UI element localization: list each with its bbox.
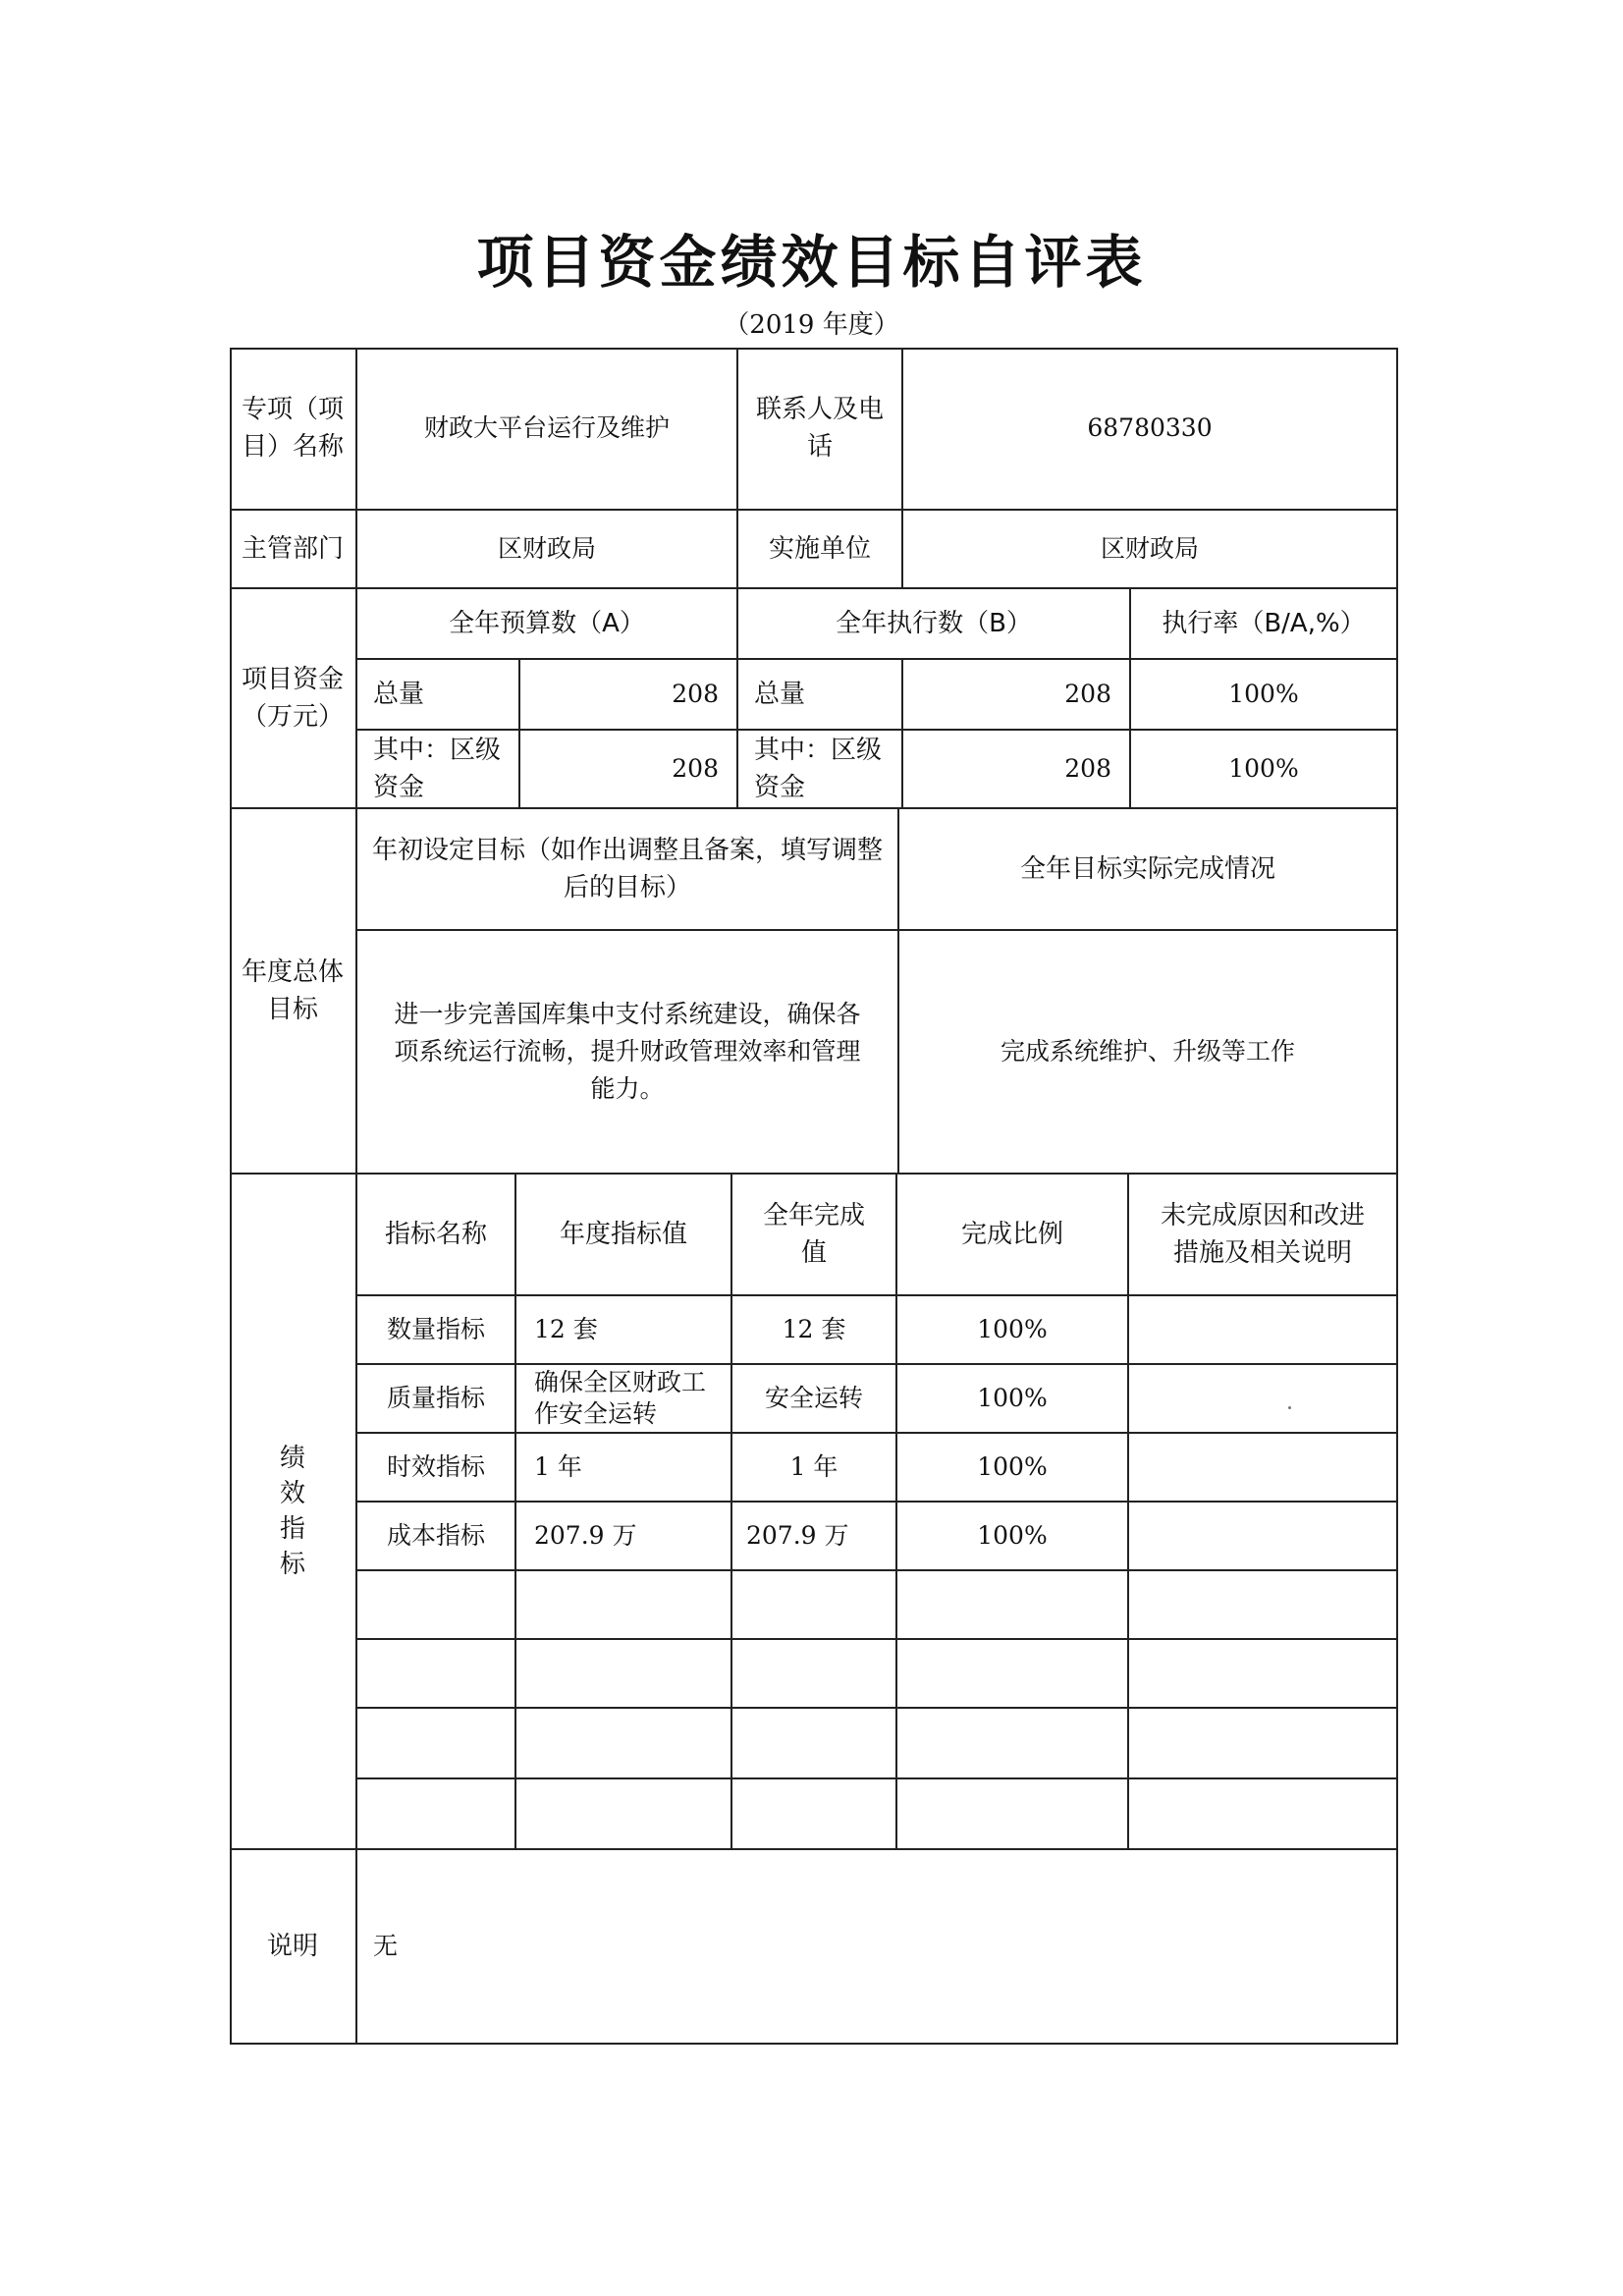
header-notes: 未完成原因和改进措施及相关说明 xyxy=(1129,1175,1398,1296)
project-name-value: 财政大平台运行及维护 xyxy=(357,348,738,511)
indicator-ratio: 100% xyxy=(897,1434,1129,1503)
exec-total-value: 208 xyxy=(903,660,1131,731)
header-indicator-name: 指标名称 xyxy=(357,1175,516,1296)
indicator-ratio xyxy=(897,1779,1129,1850)
indicator-target: 1 年 xyxy=(516,1434,732,1503)
budget-total-value: 208 xyxy=(520,660,738,731)
indicator-ratio: 100% xyxy=(897,1296,1129,1365)
indicator-name: 成本指标 xyxy=(357,1503,516,1571)
indicator-target: 12 套 xyxy=(516,1296,732,1365)
scan-speck xyxy=(1288,1406,1291,1409)
indicator-name xyxy=(357,1779,516,1850)
impl-value: 区财政局 xyxy=(903,511,1398,589)
indicator-note xyxy=(1129,1365,1398,1434)
page-title: 项目资金绩效目标自评表 xyxy=(476,229,1147,296)
contact-value: 68780330 xyxy=(903,348,1398,511)
indicator-actual: 207.9 万 xyxy=(732,1503,897,1571)
indicator-actual xyxy=(732,1640,897,1709)
indicator-note xyxy=(1129,1503,1398,1571)
impl-label: 实施单位 xyxy=(738,511,903,589)
indicator-name: 数量指标 xyxy=(357,1296,516,1365)
rate-total-value: 100% xyxy=(1131,660,1398,731)
indicator-target xyxy=(516,1640,732,1709)
indicator-actual xyxy=(732,1709,897,1779)
indicator-ratio: 100% xyxy=(897,1503,1129,1571)
indicator-name: 质量指标 xyxy=(357,1365,516,1434)
indicator-actual xyxy=(732,1571,897,1640)
target-text: 进一步完善国库集中支付系统建设，确保各项系统运行流畅，提升财政管理效率和管理能力。 xyxy=(357,931,899,1175)
indicator-target xyxy=(516,1779,732,1850)
rate-district-value: 100% xyxy=(1131,731,1398,809)
indicator-note xyxy=(1129,1434,1398,1503)
indicator-note xyxy=(1129,1779,1398,1850)
contact-label: 联系人及电话 xyxy=(738,348,903,511)
remarks-value: 无 xyxy=(357,1850,1398,2045)
indicator-target xyxy=(516,1709,732,1779)
indicator-target xyxy=(516,1571,732,1640)
indicator-name: 时效指标 xyxy=(357,1434,516,1503)
project-name-label: 专项（项目）名称 xyxy=(230,348,357,511)
dept-value: 区财政局 xyxy=(357,511,738,589)
exec-district-label: 其中：区级资金 xyxy=(738,731,903,809)
indicator-name xyxy=(357,1709,516,1779)
indicator-actual: 1 年 xyxy=(732,1434,897,1503)
actual-header: 全年目标实际完成情况 xyxy=(899,809,1398,931)
indicator-name xyxy=(357,1571,516,1640)
remarks-label: 说明 xyxy=(230,1850,357,2045)
exec-district-value: 208 xyxy=(903,731,1131,809)
header-annual-target: 年度指标值 xyxy=(516,1175,732,1296)
header-actual-value: 全年完成值 xyxy=(732,1175,897,1296)
indicator-target: 确保全区财政工作安全运转 xyxy=(516,1365,732,1434)
budget-district-value: 208 xyxy=(520,731,738,809)
indicator-ratio xyxy=(897,1640,1129,1709)
funds-label: 项目资金（万元） xyxy=(230,589,357,809)
rate-header: 执行率（B/A,%） xyxy=(1131,589,1398,660)
exec-total-label: 总量 xyxy=(738,660,903,731)
header-completion-ratio: 完成比例 xyxy=(897,1175,1129,1296)
indicator-note xyxy=(1129,1640,1398,1709)
indicator-note xyxy=(1129,1571,1398,1640)
indicator-name xyxy=(357,1640,516,1709)
indicator-ratio xyxy=(897,1571,1129,1640)
budget-header: 全年预算数（A） xyxy=(357,589,738,660)
actual-text: 完成系统维护、升级等工作 xyxy=(899,931,1398,1175)
indicator-ratio xyxy=(897,1709,1129,1779)
indicator-actual: 12 套 xyxy=(732,1296,897,1365)
indicator-ratio: 100% xyxy=(897,1365,1129,1434)
annual-goal-label: 年度总体目标 xyxy=(230,809,357,1175)
performance-label xyxy=(230,1175,357,1850)
exec-header: 全年执行数（B） xyxy=(738,589,1131,660)
indicator-note xyxy=(1129,1296,1398,1365)
budget-total-label: 总量 xyxy=(357,660,520,731)
indicator-note xyxy=(1129,1709,1398,1779)
target-header: 年初设定目标（如作出调整且备案，填写调整后的目标） xyxy=(357,809,899,931)
indicator-target: 207.9 万 xyxy=(516,1503,732,1571)
indicator-actual: 安全运转 xyxy=(732,1365,897,1434)
performance-label-text: 绩效指标 xyxy=(279,1444,305,1579)
budget-district-label: 其中：区级资金 xyxy=(357,731,520,809)
dept-label: 主管部门 xyxy=(230,511,357,589)
indicator-actual xyxy=(732,1779,897,1850)
page-subtitle: （2019 年度） xyxy=(724,310,899,340)
